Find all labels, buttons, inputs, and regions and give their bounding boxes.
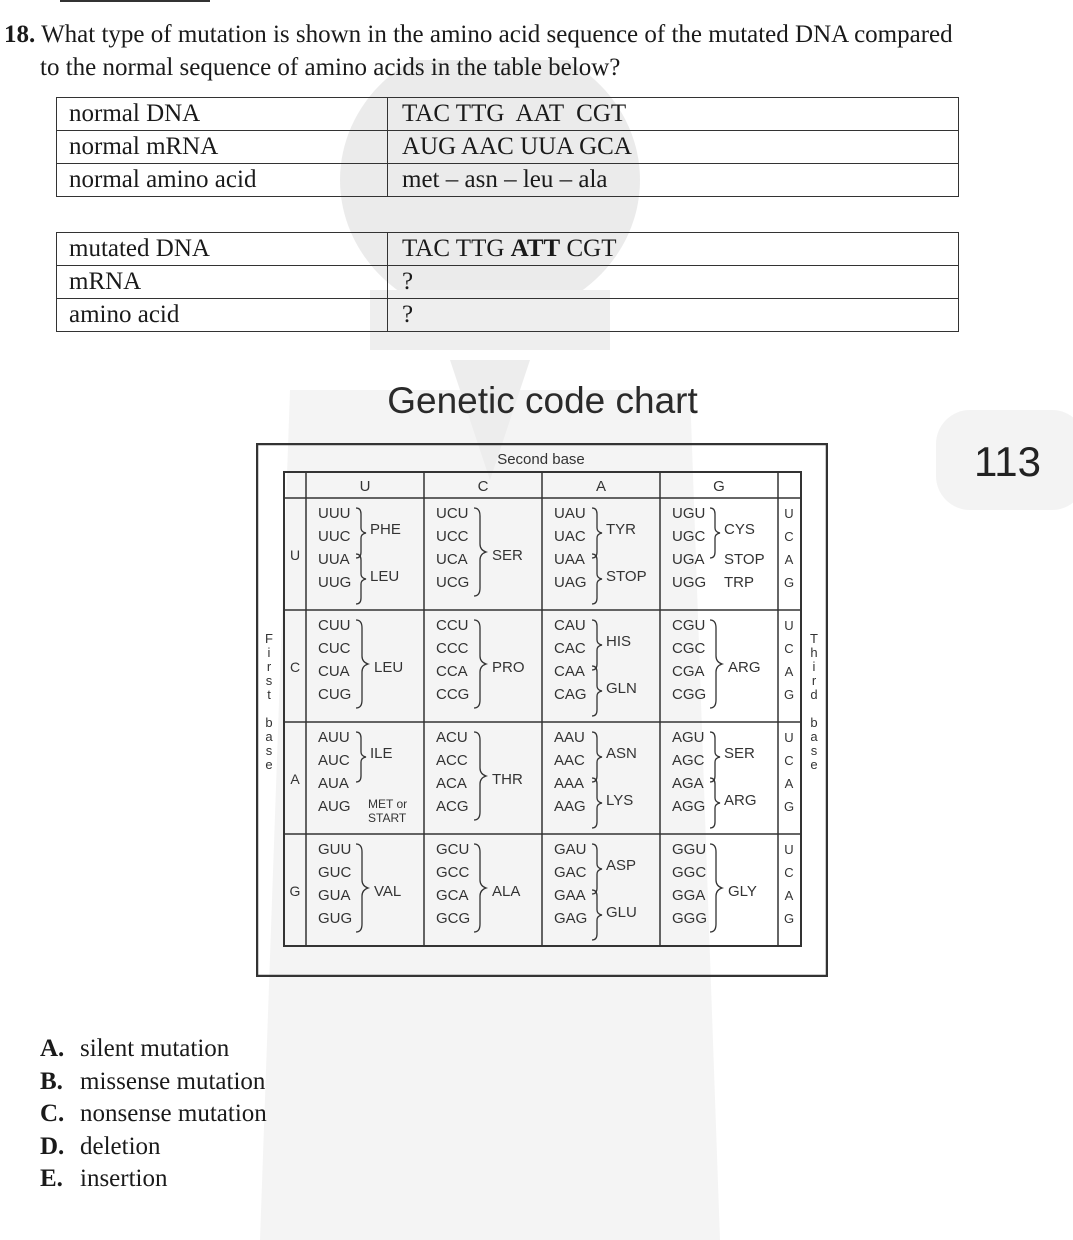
third-base-label: T	[810, 631, 818, 646]
first-base-A: A	[290, 771, 300, 787]
brace	[710, 844, 722, 932]
brace	[474, 508, 486, 596]
third-base: A	[784, 664, 794, 679]
codon: ACU	[436, 729, 468, 746]
codon: AGA	[672, 775, 704, 792]
codon: AAG	[554, 798, 586, 815]
codon: ACG	[436, 798, 469, 815]
codon: GGG	[672, 910, 708, 927]
codon: CUU	[318, 617, 351, 634]
option-letter: E.	[40, 1165, 63, 1192]
option-letter: C.	[40, 1100, 65, 1127]
amino-acid: LYS	[606, 792, 634, 809]
codon: UCA	[436, 551, 468, 568]
second-base-G: G	[713, 478, 725, 495]
codon: GUC	[318, 864, 352, 881]
option-letter: A.	[40, 1035, 65, 1062]
brace	[592, 844, 602, 894]
amino-acid: ASN	[606, 745, 637, 762]
table-row	[57, 98, 959, 131]
mutated-codon: ATT	[510, 235, 561, 262]
codon: UAU	[554, 505, 586, 522]
amino-acid: CYS	[724, 521, 755, 538]
first-base-C: C	[289, 659, 301, 675]
third-base: U	[784, 730, 794, 745]
row-label: normal mRNA	[57, 131, 388, 164]
codon: CCG	[436, 686, 470, 703]
third-base: C	[784, 529, 794, 544]
third-base: A	[784, 888, 794, 903]
codon: UGC	[672, 528, 706, 545]
codon: CUA	[318, 663, 350, 680]
row-value: ?	[388, 266, 959, 299]
codon: UCU	[436, 505, 469, 522]
third-base-label: r	[811, 673, 817, 688]
first-base-label: i	[267, 645, 271, 660]
brace	[356, 620, 368, 708]
second-base-U: U	[359, 478, 371, 495]
codon: CGA	[672, 663, 705, 680]
codon: CUC	[318, 640, 351, 657]
third-base: U	[784, 842, 794, 857]
answer-option-d[interactable]	[40, 1131, 267, 1164]
row-label: mRNA	[57, 266, 388, 299]
mutated-dna-suffix: CGT	[560, 235, 617, 262]
amino-acid: TYR	[606, 521, 636, 538]
page-number-badge	[936, 410, 1073, 510]
third-base: G	[783, 911, 795, 926]
brace	[592, 666, 602, 716]
row-value	[388, 233, 959, 266]
option-text: missense mutation	[80, 1067, 266, 1095]
codon: CCC	[436, 640, 469, 657]
third-base: C	[784, 753, 794, 768]
table-row	[57, 266, 959, 299]
first-base-G: G	[289, 883, 301, 899]
brace	[710, 778, 720, 828]
option-letter: B.	[40, 1067, 63, 1095]
codon: AUU	[318, 729, 350, 746]
answer-options	[40, 1033, 267, 1196]
option-text: deletion	[80, 1132, 161, 1160]
codon: UGA	[672, 551, 705, 568]
genetic-code-chart	[256, 443, 828, 977]
brace	[356, 732, 366, 782]
second-base-A: A	[595, 478, 607, 495]
third-base-label: d	[810, 687, 818, 702]
amino-acid: PHE	[370, 521, 401, 538]
third-base: G	[783, 799, 795, 814]
table-row	[57, 131, 959, 164]
codon: GGA	[672, 887, 706, 904]
brace	[710, 508, 720, 558]
amino-acid: ILE	[370, 745, 393, 762]
row-value: met – asn – leu – ala	[388, 164, 959, 197]
codon: GUG	[318, 910, 353, 927]
codon: CCA	[436, 663, 468, 680]
answer-option-c[interactable]	[40, 1098, 267, 1131]
codon: GAG	[554, 910, 588, 927]
brace	[356, 844, 368, 932]
third-base-label: a	[810, 729, 818, 744]
amino-acid: ARG	[724, 792, 757, 809]
first-base-label: e	[265, 757, 273, 772]
amino-acid: MET or	[368, 797, 408, 811]
codon: UCG	[436, 574, 470, 591]
page-number: 113	[974, 438, 1041, 485]
codon: CAC	[554, 640, 586, 657]
codon: GCG	[436, 910, 471, 927]
table-row	[57, 299, 959, 332]
row-value: TAC TTG AAT CGT	[388, 98, 959, 131]
codon: AUA	[318, 775, 349, 792]
second-base-header: Second base	[497, 451, 585, 468]
genetic-code-svg	[256, 443, 828, 977]
third-base-label: i	[812, 659, 816, 674]
first-base-label: a	[265, 729, 273, 744]
row-label: amino acid	[57, 299, 388, 332]
codon: AGU	[672, 729, 705, 746]
row-label: normal amino acid	[57, 164, 388, 197]
normal-sequence-table	[56, 97, 959, 197]
amino-acid: STOP	[606, 568, 647, 585]
amino-acid: ASP	[606, 857, 637, 874]
codon: AGG	[672, 798, 706, 815]
codon: UAG	[554, 574, 587, 591]
third-base: G	[783, 687, 795, 702]
codon: CAU	[554, 617, 586, 634]
question-number: 18.	[4, 21, 36, 48]
row-label: mutated DNA	[57, 233, 388, 266]
codon: GAU	[554, 841, 587, 858]
amino-acid: STOP	[724, 551, 765, 568]
third-base: A	[784, 552, 794, 567]
codon: ACA	[436, 775, 467, 792]
third-base: C	[784, 865, 794, 880]
brace	[592, 890, 602, 940]
codon: CUG	[318, 686, 352, 703]
option-letter: D.	[40, 1132, 65, 1160]
mutated-dna-prefix: TAC TTG	[402, 235, 511, 262]
amino-acid: GLU	[606, 904, 637, 921]
row-label: normal DNA	[57, 98, 388, 131]
question-line-2: to the normal sequence of amino acids in the table below?	[40, 54, 621, 81]
option-text: insertion	[80, 1165, 168, 1192]
codon: CCU	[436, 617, 469, 634]
codon: AAC	[554, 752, 585, 769]
third-base-label: s	[810, 743, 818, 758]
third-base-label: h	[810, 645, 818, 660]
third-base: C	[784, 641, 794, 656]
option-text: nonsense mutation	[80, 1100, 267, 1127]
codon: CGU	[672, 617, 706, 634]
codon: UUU	[318, 505, 351, 522]
amino-acid: TRP	[724, 574, 754, 591]
codon: CGG	[672, 686, 707, 703]
amino-acid: START	[368, 811, 407, 825]
third-base: U	[784, 618, 794, 633]
brace	[592, 554, 602, 604]
third-base: U	[784, 506, 794, 521]
brace	[592, 508, 602, 558]
answer-option-a[interactable]	[40, 1033, 267, 1066]
amino-acid: SER	[724, 745, 755, 762]
codon: GCC	[436, 864, 470, 881]
codon: UGU	[672, 505, 706, 522]
amino-acid: ALA	[492, 883, 521, 900]
codon: GGC	[672, 864, 707, 881]
codon: GCA	[436, 887, 469, 904]
codon: UUG	[318, 574, 352, 591]
brace	[592, 620, 602, 670]
first-base-U: U	[289, 547, 301, 563]
codon: CGC	[672, 640, 706, 657]
top-rule	[60, 0, 210, 2]
table-row	[57, 233, 959, 266]
amino-acid: LEU	[370, 568, 400, 585]
codon: UCC	[436, 528, 469, 545]
amino-acid: GLY	[728, 883, 757, 900]
brace	[710, 732, 720, 782]
amino-acid: HIS	[606, 633, 632, 650]
codon: AUC	[318, 752, 350, 769]
answer-option-b[interactable]	[40, 1066, 267, 1099]
brace	[356, 508, 366, 558]
row-value: ?	[388, 299, 959, 332]
codon: GGU	[672, 841, 707, 858]
codon: GUU	[318, 841, 352, 858]
codon: UAC	[554, 528, 586, 545]
brace	[474, 844, 486, 932]
codon: GAA	[554, 887, 586, 904]
codon: UUC	[318, 528, 351, 545]
brace	[356, 554, 366, 604]
third-base: G	[783, 575, 795, 590]
first-base-label: r	[266, 659, 272, 674]
codon: AAU	[554, 729, 585, 746]
table-row	[57, 164, 959, 197]
codon: CAG	[554, 686, 587, 703]
first-base-label: s	[265, 673, 273, 688]
codon: GCU	[436, 841, 470, 858]
codon: AGC	[672, 752, 705, 769]
codon: CAA	[554, 663, 585, 680]
chart-title: Genetic code chart	[387, 380, 698, 421]
first-base-label: s	[265, 743, 273, 758]
codon: ACC	[436, 752, 468, 769]
brace	[592, 778, 602, 828]
amino-acid: SER	[492, 547, 523, 564]
brace	[710, 620, 722, 708]
amino-acid: PRO	[492, 659, 525, 676]
second-base-C: C	[477, 478, 489, 495]
amino-acid: GLN	[606, 680, 637, 697]
brace	[474, 620, 486, 708]
first-base-label: b	[265, 715, 273, 730]
brace	[474, 732, 486, 820]
amino-acid: VAL	[374, 883, 402, 900]
brace	[592, 732, 602, 782]
codon: AAA	[554, 775, 585, 792]
first-base-label: t	[267, 687, 271, 702]
option-text: silent mutation	[80, 1035, 230, 1062]
question-line-1: What type of mutation is shown in the amino acid sequence of the mutated DNA compared	[41, 21, 953, 48]
codon: GAC	[554, 864, 587, 881]
first-base-label: F	[265, 631, 273, 646]
third-base: A	[784, 776, 794, 791]
third-base-label: b	[810, 715, 818, 730]
codon: UGG	[672, 574, 707, 591]
amino-acid: ARG	[728, 659, 761, 676]
row-value: AUG AAC UUA GCA	[388, 131, 959, 164]
amino-acid: LEU	[374, 659, 404, 676]
amino-acid: THR	[492, 771, 523, 788]
codon: UUA	[318, 551, 350, 568]
mutated-sequence-table	[56, 232, 959, 332]
answer-option-e[interactable]	[40, 1163, 267, 1196]
question-text	[4, 18, 1069, 84]
third-base-label: e	[810, 757, 818, 772]
codon: UAA	[554, 551, 585, 568]
codon: GUA	[318, 887, 351, 904]
codon: AUG	[318, 798, 351, 815]
